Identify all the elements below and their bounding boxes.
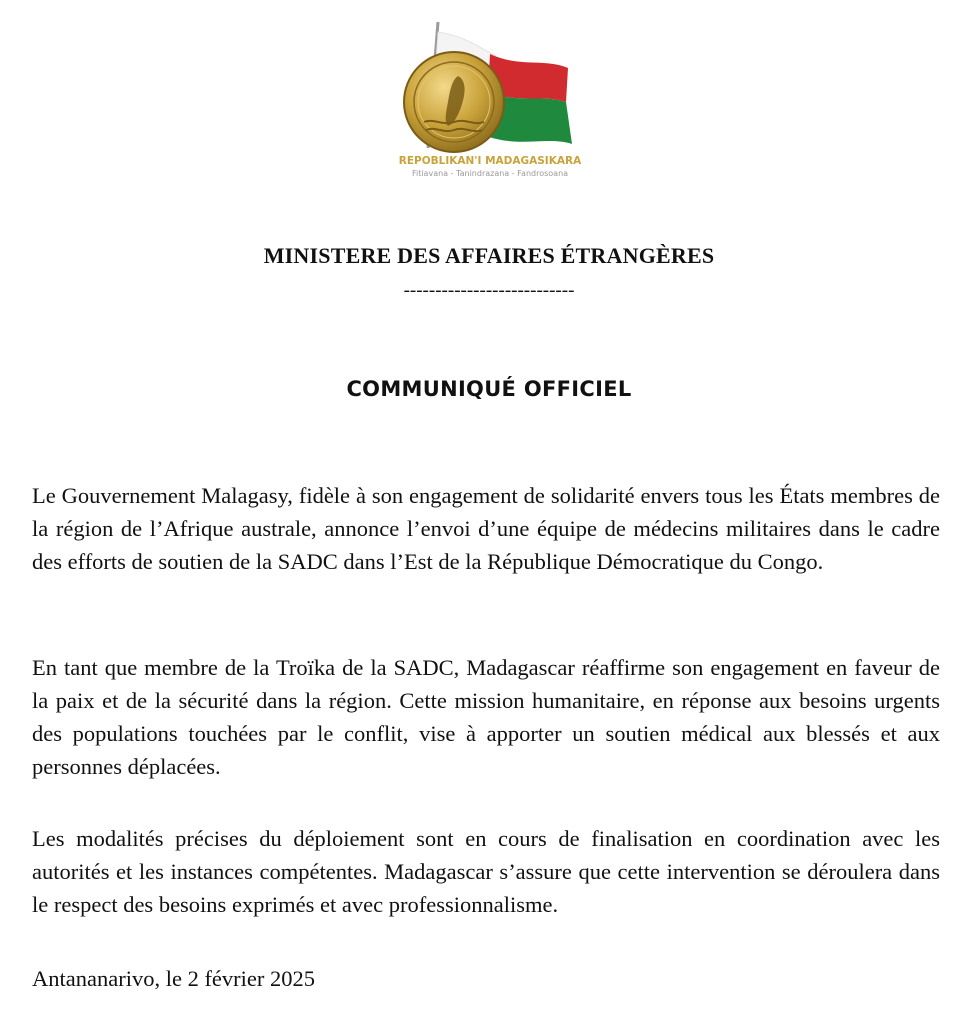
body-paragraph-2: En tant que membre de la Troïka de la SADC, Madagascar réaffirme son engagement en faveur de la paix et de la sécurité dans la région. Cette mission humanitaire, en réponse aux besoins urgents des populations touchées par le conflit, vise à apporter un soutien médical aux blessés et aux personnes déplacées.: [32, 655, 940, 779]
emblem-caption-title: REPOBLIKAN'I MADAGASIKARA: [398, 155, 582, 167]
place-and-date: Antananarivo, le 2 février 2025: [32, 966, 316, 991]
emblem-graphic: [370, 18, 610, 180]
communique-title: COMMUNIQUÉ OFFICIEL: [346, 377, 632, 401]
heading-separator: ---------------------------: [403, 280, 575, 301]
ministry-heading: MINISTERE DES AFFAIRES ÉTRANGÈRES: [263, 243, 715, 268]
body-paragraph-3: Les modalités précises du déploiement sont en cours de finalisation en coordination avec les autorités et les instances compétentes. Madagascar s’assure que cette intervention se déroulera dans le respect des besoins exprimés et avec professionnalisme.: [32, 826, 940, 917]
emblem-caption-motto: Fitiavana - Tanindrazana - Fandrosoana: [411, 169, 569, 178]
body-paragraph-1: Le Gouvernement Malagasy, fidèle à son engagement de solidarité envers tous les États membres de la région de l’Afrique australe, annonce l’envoi d’une équipe de médecins militaires dans le cadre des efforts de soutien de la SADC dans l’Est de la République Démocratique du Congo.: [32, 483, 940, 574]
madagascar-emblem: [370, 18, 610, 180]
